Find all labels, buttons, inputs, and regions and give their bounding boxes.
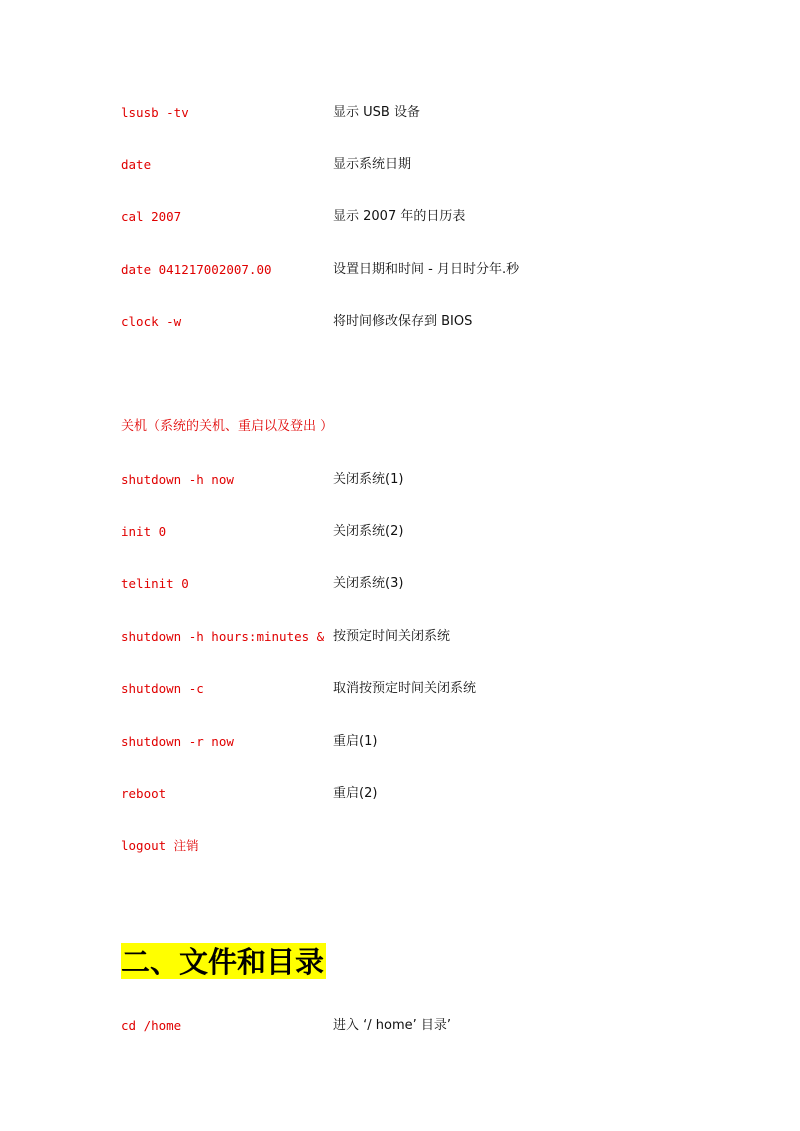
command-text: date 041217002007.00: [121, 262, 272, 277]
logout-line: logout 注销: [121, 838, 199, 853]
command-description: 重启(2): [333, 786, 378, 801]
command-text: date: [121, 157, 152, 172]
section-title: 关机（系统的关机、重启以及登出 ）: [121, 419, 334, 434]
command-text: cd /home: [121, 1018, 182, 1033]
command-description: 重启(1): [333, 734, 378, 749]
command-text: shutdown -h now: [121, 472, 234, 487]
command-description: 取消按预定时间关闭系统: [333, 681, 477, 696]
command-description: 关闭系统(3): [333, 576, 404, 591]
command-text: shutdown -h hours:minutes &: [121, 629, 325, 644]
command-description: 显示系统日期: [333, 157, 412, 172]
command-text: init 0: [121, 524, 167, 539]
command-description: 进入 ‘/ home’ 目录’: [333, 1018, 452, 1033]
section-heading: 二、文件和目录: [121, 945, 325, 979]
command-description: 关闭系统(2): [333, 524, 404, 539]
command-description: 显示 2007 年的日历表: [333, 209, 466, 224]
command-description: 显示 USB 设备: [333, 105, 420, 120]
command-description: 按预定时间关闭系统: [333, 629, 451, 644]
command-text: clock -w: [121, 314, 182, 329]
command-description: 关闭系统(1): [333, 472, 404, 487]
command-text: reboot: [121, 786, 167, 801]
command-description: 设置日期和时间 - 月日时分年.秒: [333, 262, 520, 277]
command-text: shutdown -c: [121, 681, 204, 696]
command-text: telinit 0: [121, 576, 189, 591]
command-text: cal 2007: [121, 209, 182, 224]
command-text: lsusb -tv: [121, 105, 189, 120]
command-text: shutdown -r now: [121, 734, 234, 749]
command-description: 将时间修改保存到 BIOS: [333, 314, 473, 329]
